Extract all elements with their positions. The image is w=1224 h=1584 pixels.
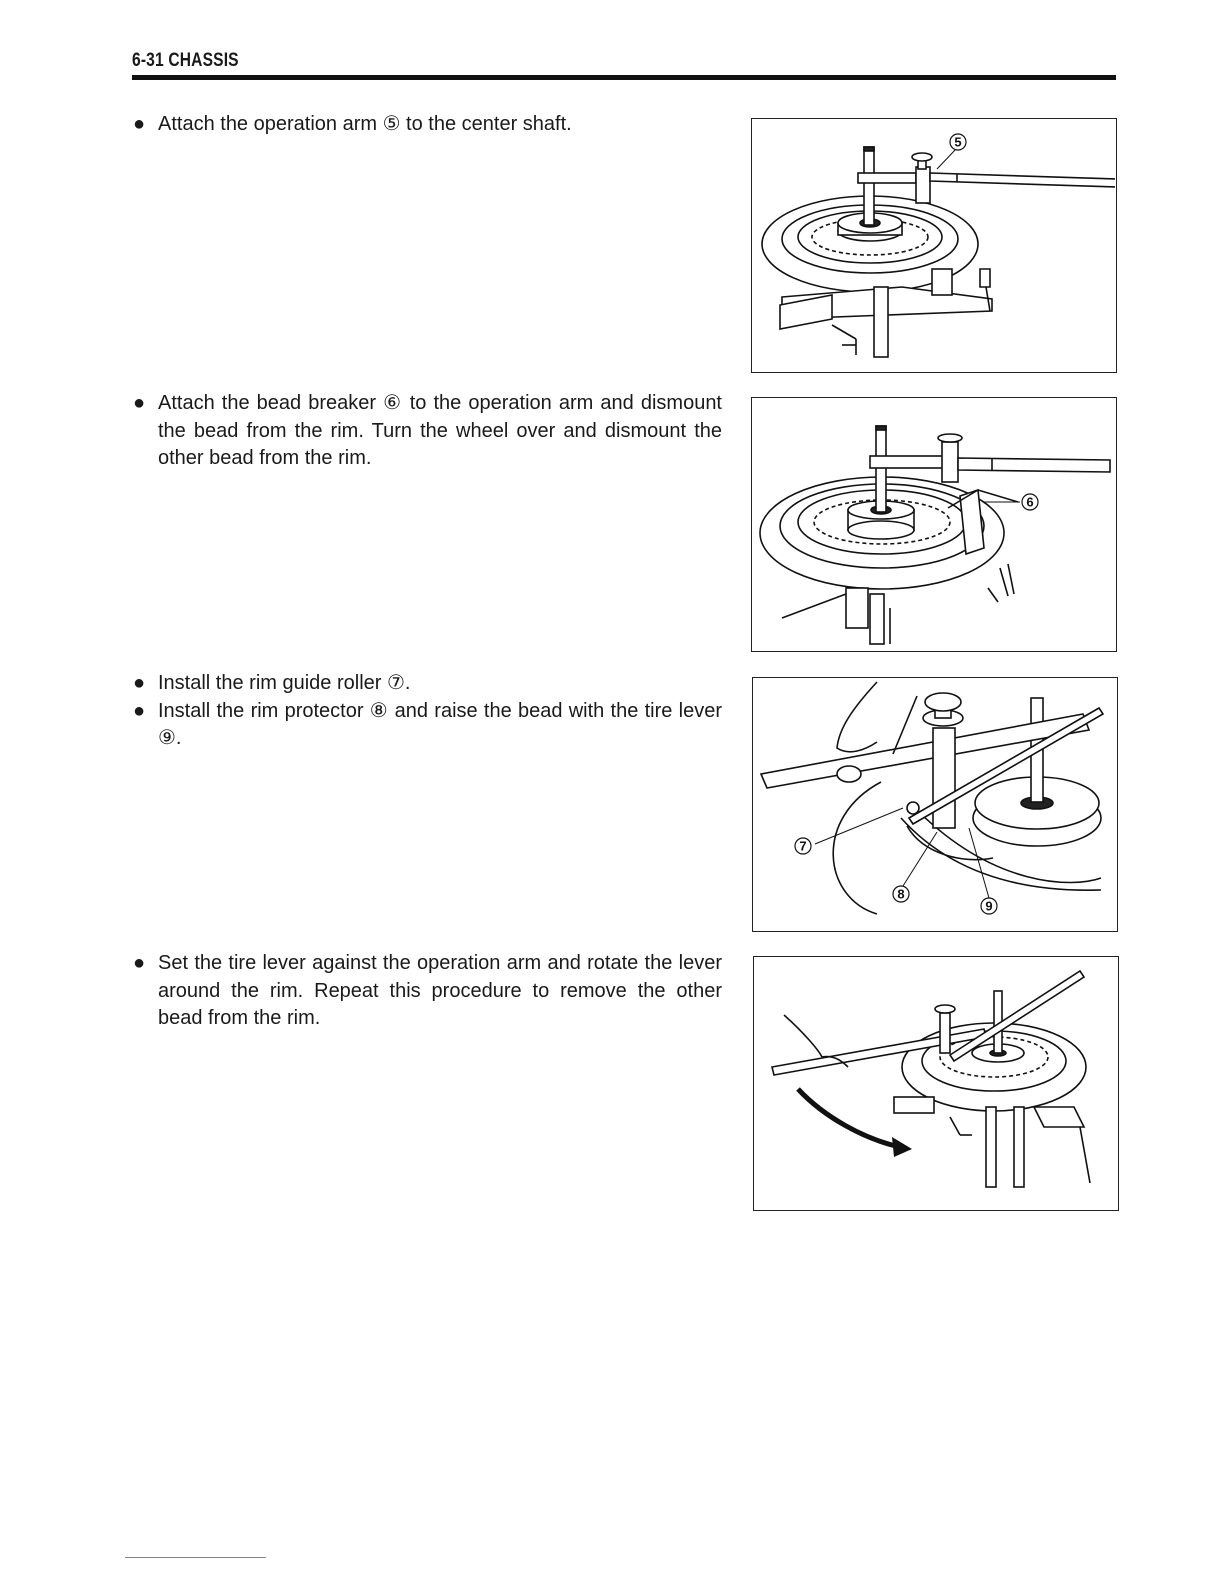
step-4-bullet-1-text: Set the tire lever against the operation arm and rotate the lever around the rim. Repeat this procedure to remove the other bead from the rim.: [158, 952, 722, 1029]
bullet-icon: ●: [133, 952, 146, 974]
step-3-bullet-1: [132, 670, 722, 698]
page-title: 6-31 CHASSIS: [132, 50, 239, 71]
tire-changer-illustration-4: [754, 957, 1117, 1209]
figure-operation-arm: [751, 118, 1117, 373]
step-2-text: [132, 390, 722, 473]
tire-changer-illustration-1: [752, 119, 1115, 371]
step-1-bullet-1: [132, 111, 722, 139]
callout-9-label: 9: [985, 898, 993, 914]
bullet-icon: ●: [133, 672, 146, 694]
figure-rim-guide-roller: [752, 677, 1118, 932]
footer-link-rule: [125, 1557, 266, 1558]
bullet-icon: ●: [133, 113, 146, 135]
callout-8-label: 8: [897, 886, 905, 902]
tire-changer-illustration-3: [753, 678, 1116, 930]
callout-5-label: 5: [954, 134, 962, 150]
callout-6-label: 6: [1026, 494, 1034, 510]
header-rule: [132, 75, 1116, 80]
tire-changer-illustration-2: [752, 398, 1115, 650]
figure-bead-breaker: [751, 397, 1117, 652]
step-2-bullet-1-text: Attach the bead breaker ⑥ to the operation arm and dismount the bead from the rim. Turn the wheel over and dismount the other bead from the rim.: [158, 392, 722, 469]
step-3-text: [132, 670, 722, 753]
bullet-icon: ●: [133, 392, 146, 414]
step-2-bullet-1: [132, 390, 722, 473]
bullet-icon: ●: [133, 699, 146, 722]
step-1-text: [132, 111, 722, 139]
step-3-bullet-2-text: Install the rim protector ⑧ and raise the bead with the tire lever ⑨.: [158, 699, 722, 749]
step-1-bullet-1-text: Attach the operation arm ⑤ to the center shaft.: [158, 113, 572, 135]
step-4-bullet-1: [132, 950, 722, 1033]
step-4-text: [132, 950, 722, 1033]
step-3-bullet-1-text: Install the rim guide roller ⑦.: [158, 672, 411, 694]
page-header: [132, 48, 1116, 82]
step-3-bullet-2: [132, 698, 722, 753]
figure-rotate-lever: [753, 956, 1119, 1211]
callout-7-label: 7: [799, 838, 807, 854]
